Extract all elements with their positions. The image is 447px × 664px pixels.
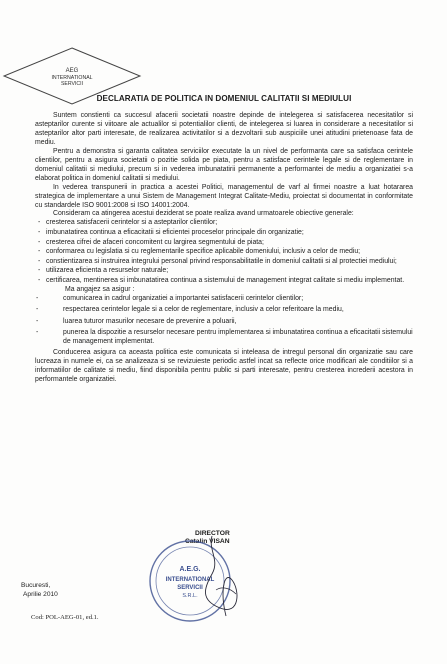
list-item: - cresterea satisfacerii cerintelor si a asteptarilor clientilor; — [35, 219, 413, 228]
logo-line-3: SERVICII — [60, 81, 84, 87]
list-item: - cresterea cifrei de afaceri concomitent cu largirea segmentului de piata; — [35, 239, 413, 248]
issue-place: Bucuresti, — [21, 582, 51, 589]
signature-role: DIRECTOR — [195, 530, 230, 537]
stamp-line-1: A.E.G. — [179, 566, 201, 573]
signature-name: Catalin VISAN — [185, 538, 230, 545]
commitments-intro: Ma angajez sa asigur : — [65, 286, 135, 294]
handwritten-signature-icon — [150, 530, 260, 620]
paragraph-closing: Conducerea asigura ca aceasta politica este comunicata si inteleasa de intregul personal din organizatie sau care lucreaza in numele ei, ca se analizeaza si se revizuieste periodic astfel incat sa reflecte orice modificari ale conditiilor si a informatiilor de calitate si mediu, fiind disponibila pentru public si parti interesate, pentru cresterea increderii acestora in performantele organizatiei. — [35, 349, 413, 384]
list-item: - certificarea, mentinerea si imbunatatirea continua a sistemului de management integrat calitate si mediu implementat. — [35, 277, 413, 286]
paragraph-objectives-intro: Consideram ca atingerea acestui deziderat se poate realiza avand urmatoarele obiective generale: — [53, 210, 354, 218]
paragraph-intro: Suntem constienti ca succesul afacerii societatii noastre depinde de intelegerea si satisfacerea necesitatilor si asteptarilor curente si viitoare ale actualilor si potentialilor clienti, de intelegerea si luarea in considerare a necesitatilor si asteptarilor altor parti interesate, de realizarea activitatilor si a dezvoltarii sub auspiciile unei atitudini prietenoase fata de mediu. — [35, 112, 413, 146]
list-item: - imbunatatirea continua a eficacitatii si eficientei proceselor principale din organizatie; — [35, 229, 413, 238]
list-item: - conformarea cu legislatia si cu reglementarile specifice aplicabile domeniului, inclusiv a celor de mediu; — [35, 248, 413, 257]
list-item: - utilizarea eficienta a resurselor naturale; — [35, 267, 413, 276]
list-item: - constientizarea si instruirea integrului personal privind responsabilitatile in domeniul calitatii si al protectiei mediului; — [35, 258, 413, 267]
stamp-line-4: S.R.L. — [182, 593, 198, 599]
logo-line-2: INTERNATIONAL — [51, 75, 93, 81]
paragraph-purpose: Pentru a demonstra si garanta calitatea serviciilor executate la un nivel de performanta care sa satisfaca cerintele clientilor, pentru a asigura societatii o pozitie solida pe piata, pentru a satisface cerintele legale si de reglementare in domeniul calitatii si mediului, precum si in vederea imbunatatirii permanente a performantei de mediu a organizatiei s-a elaborat politica in domeniul calitatii si mediului. — [35, 147, 413, 182]
issue-date: Aprilie 2010 — [23, 591, 58, 598]
logo-line-1: AEG — [65, 68, 79, 74]
document-body — [35, 112, 413, 385]
document-title: DECLARATIA DE POLITICA IN DOMENIUL CALITATII SI MEDIULUI — [96, 94, 352, 103]
list-item: - luarea tuturor masurilor necesare de prevenire a poluarii, — [35, 318, 413, 327]
commitments-list — [35, 295, 413, 347]
stamp-line-3: SERVICII — [177, 585, 203, 591]
list-item: - punerea la dispozitie a resurselor necesare pentru implementarea si imbunatatirea continua a eficacitatii sistemului de management implementat. — [35, 329, 413, 347]
list-item: - respectarea cerintelor legale si a celor de reglementare, inclusiv a celor referitoare la mediu, — [35, 306, 413, 315]
objectives-list — [35, 219, 413, 285]
paragraph-implementation: In vederea transpunerii in practica a acestei Politici, managementul de varf al firmei noastre a luat hotararea strategica de implementare a unui Sistem de Management Integrat Calitate-Mediu, proiectat si documentat in conformitate cu standardele ISO 9001:2008 si ISO 14001:2004. — [35, 183, 413, 209]
document-code: Cod: POL-AEG-01, ed.1. — [31, 614, 99, 621]
list-item: - comunicarea in cadrul organizatiei a importantei satisfacerii cerintelor clientilor; — [35, 295, 413, 304]
stamp-line-2: INTERNATIONAL — [165, 577, 215, 583]
